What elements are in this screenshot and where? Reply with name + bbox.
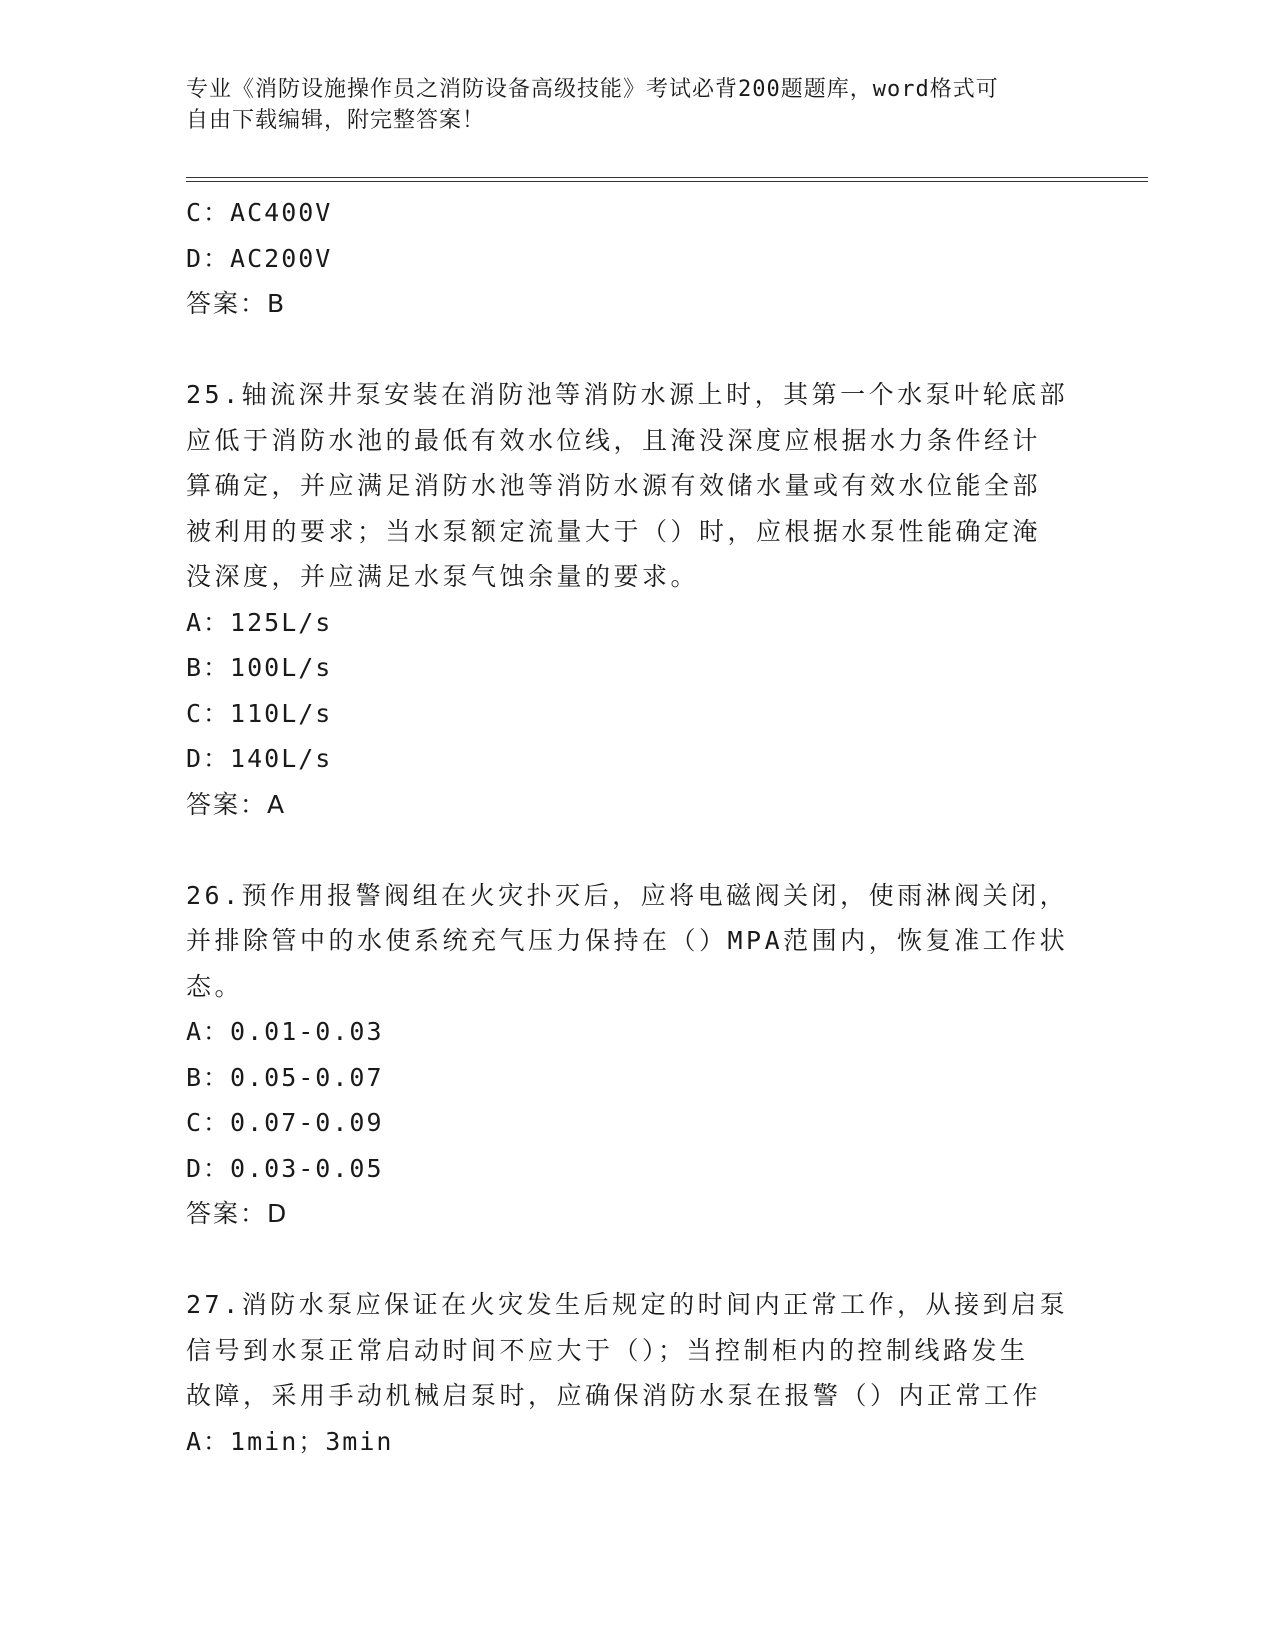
spacer [186,327,1086,373]
header-divider [186,177,1148,178]
question-27 [186,1282,1086,1464]
question-stem [186,1282,1086,1419]
option-a: A：1min；3min [186,1426,394,1456]
header-line: 自由下载编辑，附完整答案！ [186,108,486,133]
document-header [186,74,1066,136]
header-divider [186,181,1148,182]
option-c: C：110L/s [186,698,333,728]
header-line: 专业《消防设施操作员之消防设备高级技能》考试必背200题题库，word格式可 [186,77,999,102]
stem-line: 并排除管中的水使系统充气压力保持在（）MPA范围内，恢复准工作状 [186,926,1069,955]
option-d: D：0.03-0.05 [186,1153,384,1183]
option-a: A：0.01-0.03 [186,1017,384,1046]
option-b: B：0.05-0.07 [186,1062,384,1092]
stem-line: 故障，采用手动机械启泵时，应确保消防水泵在报警（）内正常工作 [186,1381,1042,1410]
option-c: C：AC400V [186,198,333,227]
stem-line: 被利用的要求；当水泵额定流量大于（）时，应根据水泵性能确定淹 [186,516,1042,546]
stem-line: 算确定，并应满足消防水池等消防水源有效储水量或有效水位能全部 [186,471,1042,500]
option-a: A：125L/s [186,607,333,637]
option-d: D：AC200V [186,243,333,273]
question-stem [186,372,1086,600]
answer-line: 答案：B [186,289,287,318]
stem-line: 应低于消防水池的最低有效水位线，且淹没深度应根据水力条件经计 [186,425,1042,455]
option-d: D：140L/s [186,744,333,773]
answer-line: 答案：D [186,1199,289,1228]
question-26 [186,873,1086,1237]
option-b: B：100L/s [186,653,333,682]
stem-line: 信号到水泵正常启动时间不应大于（）；当控制柜内的控制线路发生 [186,1335,1029,1365]
document-body [186,190,1086,1464]
stem-line: 态。 [186,971,244,1001]
option-c: C：0.07-0.09 [186,1108,384,1137]
stem-line: 26.预作用报警阀组在火灾扑灭后，应将电磁阀关闭，使雨淋阀关闭， [186,880,1069,910]
stem-line: 没深度，并应满足水泵气蚀余量的要求。 [186,562,700,591]
spacer [186,1237,1086,1283]
stem-line: 27.消防水泵应保证在火灾发生后规定的时间内正常工作，从接到启泵 [186,1290,1069,1319]
question-25 [186,372,1086,827]
question-stem [186,873,1086,1010]
stem-line: 25.轴流深井泵安装在消防池等消防水源上时，其第一个水泵叶轮底部 [186,380,1069,409]
spacer [186,827,1086,873]
question-24-tail [186,190,1086,327]
answer-line: 答案：A [186,789,287,819]
